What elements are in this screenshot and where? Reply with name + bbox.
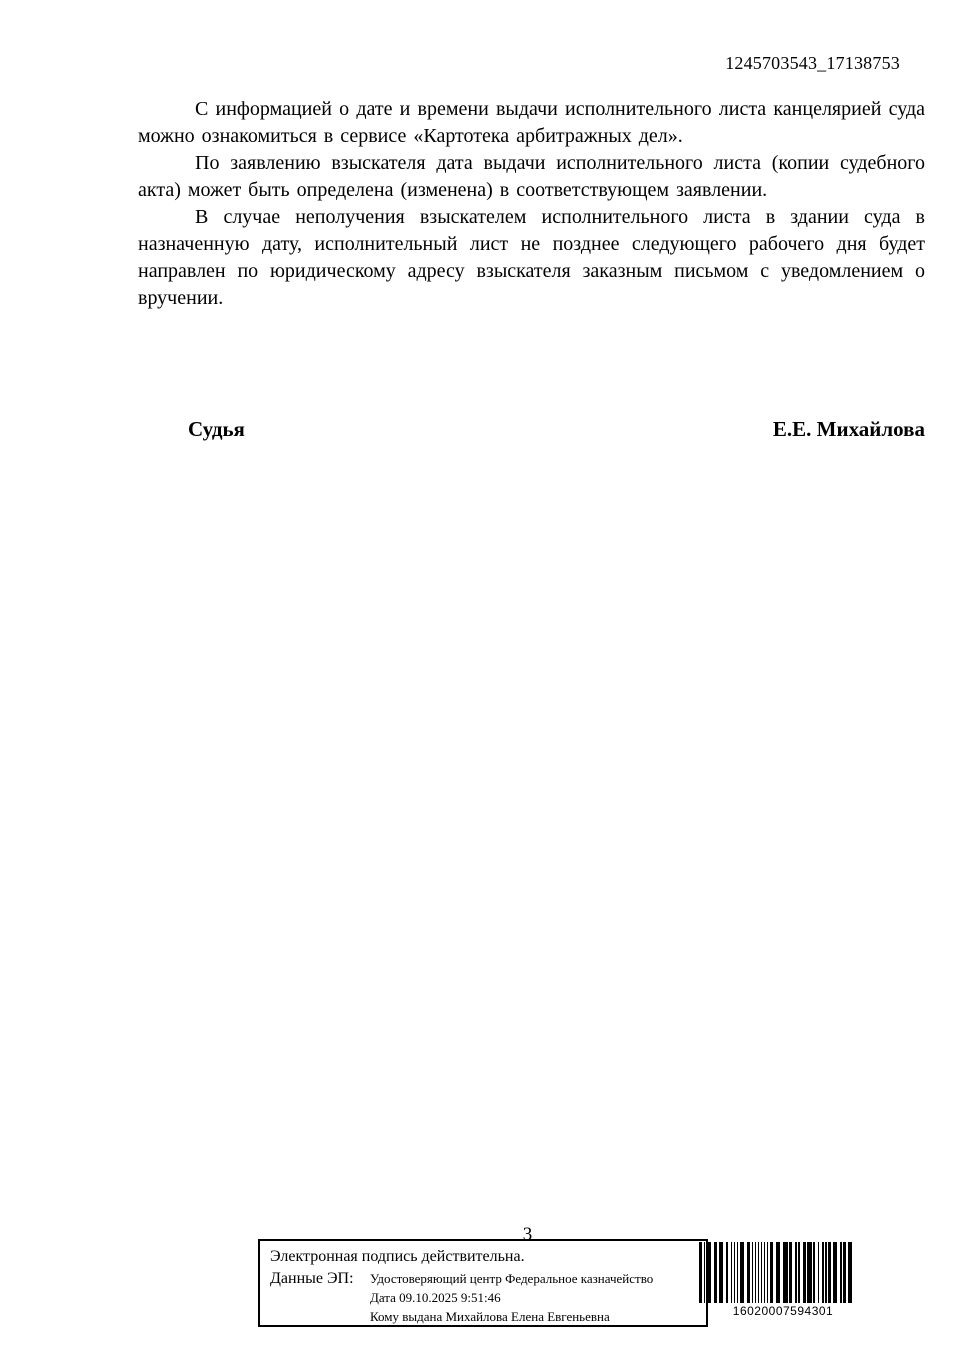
paragraph-mailing: В случае неполучения взыскателем исполнительного листа в здании суда в назначенную дату, исполнительный лист не позднее следующего рабочего дня будет направлен по юридическому адресу взыскателя заказным письмом с уведомлением о вручении. <box>138 206 925 309</box>
barcode-number: 16020007594301 <box>732 1304 834 1318</box>
stamp-status: Электронная подпись действительна. <box>270 1248 525 1265</box>
document-body <box>138 96 925 312</box>
paragraph-kad-info: С информацией о дате и времени выдачи исполнительного листа канцелярией суда можно ознакомиться в сервисе «Картотека арбитражных дел». <box>138 98 925 147</box>
barcode-bars-icon <box>699 1242 879 1303</box>
page-number: 3 <box>522 1224 533 1245</box>
signature-name: Е.Е. Михайлова <box>772 417 925 441</box>
stamp-data-row <box>270 1269 706 1326</box>
stamp-date: Дата 09.10.2025 9:51:46 <box>370 1290 501 1305</box>
paragraph-issue-date: По заявлению взыскателя дата выдачи исполнительного листа (копии судебного акта) может быть определена (изменена) в соответствующем заявлении. <box>138 152 925 201</box>
document-number: 1245703543_17138753 <box>725 53 900 73</box>
stamp-details <box>370 1269 653 1326</box>
signature-title: Судья <box>188 417 245 441</box>
esignature-stamp <box>258 1239 708 1327</box>
stamp-label: Данные ЭП: <box>270 1270 354 1287</box>
stamp-authority: Удостоверяющий центр Федеральное казначейство <box>370 1271 654 1286</box>
barcode <box>699 1242 879 1318</box>
stamp-issued-to: Кому выдана Михайлова Елена Евгеньевна <box>370 1309 610 1324</box>
signature-row <box>138 417 925 442</box>
